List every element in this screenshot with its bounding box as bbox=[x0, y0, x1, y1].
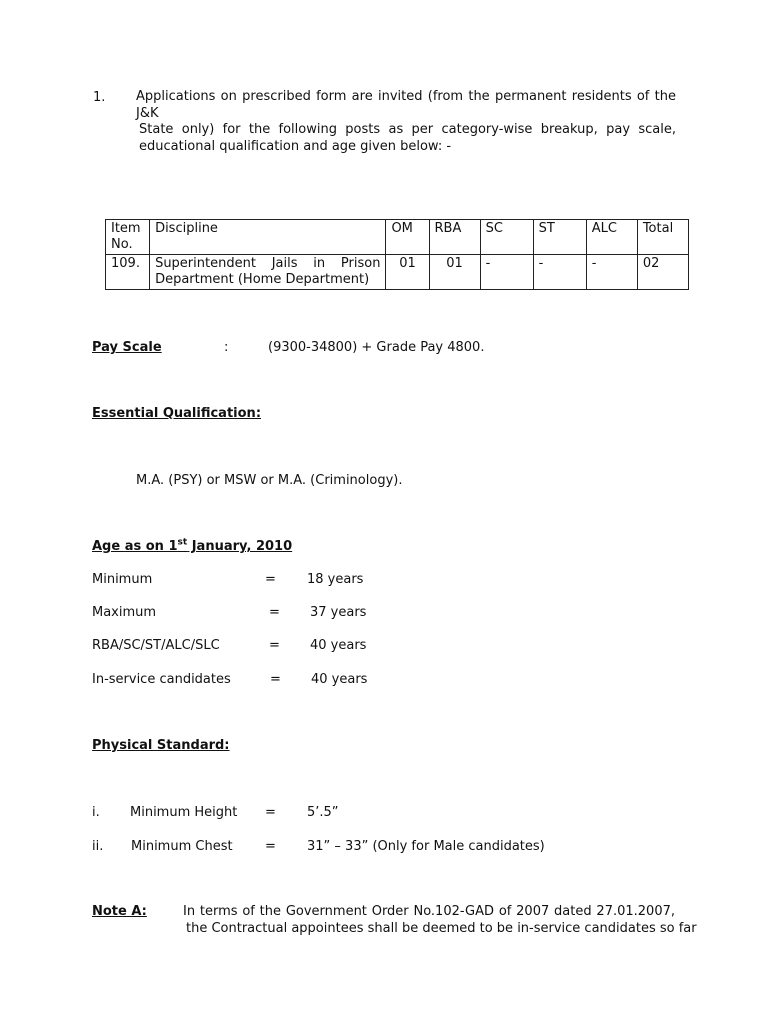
cell-sc: - bbox=[480, 255, 533, 290]
cell-st: - bbox=[533, 255, 586, 290]
intro-paragraph bbox=[136, 89, 676, 155]
physical-row-label: Minimum Chest bbox=[131, 839, 233, 854]
intro-line-2: State only) for the following posts as per category-wise breakup, pay scale, bbox=[139, 122, 676, 137]
age-row-value: 40 years bbox=[310, 638, 367, 653]
table-header-row bbox=[106, 220, 689, 255]
cell-item-no: 109. bbox=[106, 255, 150, 290]
header-discipline: Discipline bbox=[150, 220, 386, 255]
essential-qualification-value: M.A. (PSY) or MSW or M.A. (Criminology). bbox=[136, 473, 403, 488]
header-alc: ALC bbox=[586, 220, 637, 255]
note-a-line-1: In terms of the Government Order No.102-GAD of 2007 dated 27.01.2007, bbox=[183, 904, 675, 919]
essential-qualification-heading: Essential Qualification: bbox=[92, 406, 262, 421]
cell-rba: 01 bbox=[429, 255, 480, 290]
cell-alc: - bbox=[586, 255, 637, 290]
posts-table bbox=[105, 219, 689, 290]
header-rba: RBA bbox=[429, 220, 480, 255]
age-row-value: 18 years bbox=[307, 572, 364, 587]
age-row-label: Minimum bbox=[92, 572, 153, 587]
pay-scale-heading: Pay Scale bbox=[92, 340, 162, 355]
header-total: Total bbox=[637, 220, 688, 255]
header-item-no: Item No. bbox=[106, 220, 150, 255]
note-a-heading: Note A: bbox=[92, 904, 147, 919]
physical-row-value: 5’.5” bbox=[307, 805, 339, 820]
header-st: ST bbox=[533, 220, 586, 255]
cell-total: 02 bbox=[637, 255, 688, 290]
header-sc: SC bbox=[480, 220, 533, 255]
cell-om: 01 bbox=[386, 255, 429, 290]
age-row-equals: = bbox=[265, 572, 276, 587]
intro-line-1: Applications on prescribed form are invited (from the permanent residents of the J&K bbox=[136, 89, 676, 121]
physical-row-number: i. bbox=[92, 805, 100, 820]
physical-row-equals: = bbox=[265, 839, 276, 854]
physical-row-value: 31” – 33” (Only for Male candidates) bbox=[307, 839, 545, 854]
age-row-value: 37 years bbox=[310, 605, 367, 620]
physical-standard-heading: Physical Standard: bbox=[92, 738, 230, 753]
pay-scale-value: (9300-34800) + Grade Pay 4800. bbox=[268, 340, 485, 355]
age-row-equals: = bbox=[269, 605, 280, 620]
age-heading: Age as on 1st January, 2010 bbox=[92, 537, 293, 554]
paragraph-number: 1. bbox=[93, 90, 106, 105]
age-row-label: RBA/SC/ST/ALC/SLC bbox=[92, 638, 220, 653]
age-row-label: Maximum bbox=[92, 605, 157, 620]
table-row bbox=[106, 255, 689, 290]
physical-row-label: Minimum Height bbox=[130, 805, 238, 820]
cell-discipline: Superintendent Jails in Prison Department (Home Department) bbox=[150, 255, 386, 290]
header-om: OM bbox=[386, 220, 429, 255]
age-row-value: 40 years bbox=[311, 672, 368, 687]
pay-scale-colon: : bbox=[224, 340, 229, 355]
physical-row-equals: = bbox=[265, 805, 276, 820]
physical-row-number: ii. bbox=[92, 839, 104, 854]
age-row-equals: = bbox=[270, 672, 281, 687]
age-row-equals: = bbox=[269, 638, 280, 653]
age-row-label: In-service candidates bbox=[92, 672, 231, 687]
note-a-line-2: the Contractual appointees shall be deemed to be in-service candidates so far bbox=[186, 921, 697, 936]
intro-line-3: educational qualification and age given below: - bbox=[139, 138, 452, 154]
